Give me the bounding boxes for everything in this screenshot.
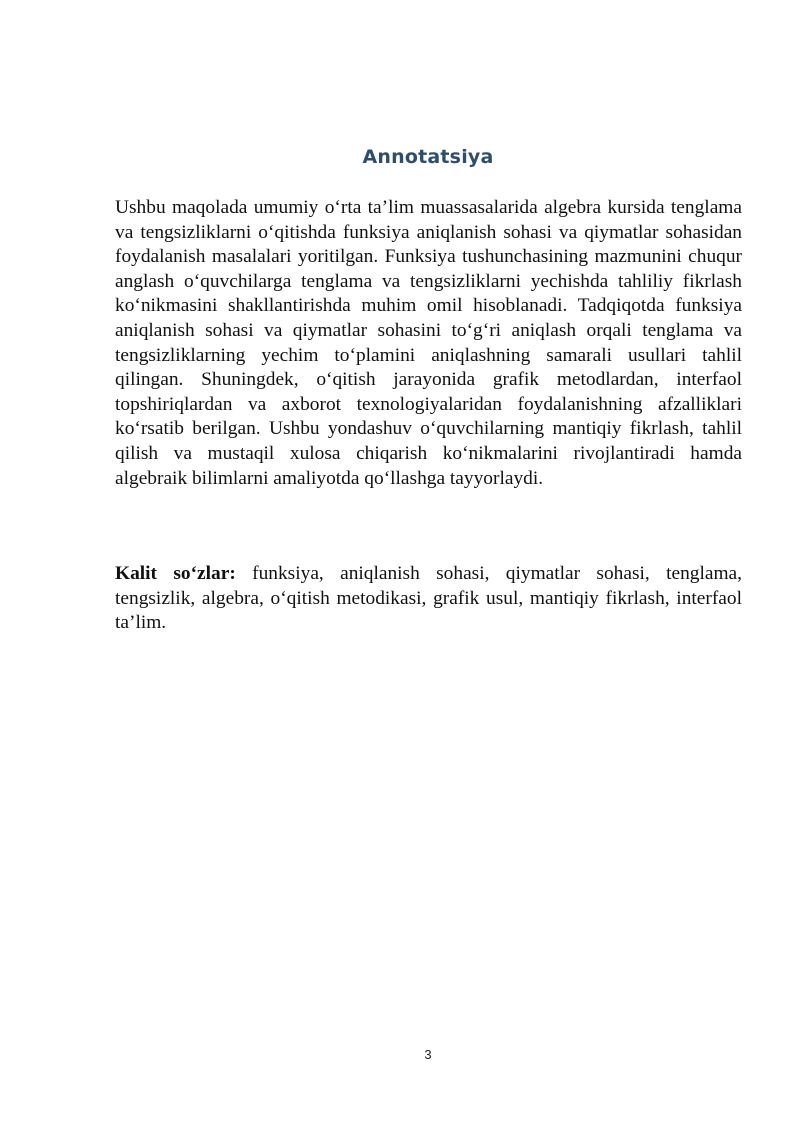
abstract-paragraph: Ushbu maqolada umumiy o‘rta ta’lim muassasalarida algebra kursida tenglama va tengsizliklarni o‘qitishda funksiya aniqlanish sohasi va qiymatlar sohasidan foydalanish masalalari yoritilgan. Funksiya tushunchasining mazmunini chuqur anglash o‘quvchilarga tenglama va tengsizliklarni yechishda tahliliy fikrlash ko‘nikmasini shakllantirishda muhim omil hisoblanadi. Tadqiqotda funksiya aniqlanish sohasi va qiymatlar sohasini to‘g‘ri aniqlash orqali tenglama va tengsizliklarning yechim to‘plamini aniqlashning samarali usullari tahlil qilingan. Shuningdek, o‘qitish jarayonida grafik metodlardan, interfaol topshiriqlardan va axborot texnologiyalaridan foydalanishning afzalliklari ko‘rsatib berilgan. Ushbu yondashuv o‘quvchilarning mantiqiy fikrlash, tahlil qilish va mustaqil xulosa chiqarish ko‘nikmalarini rivojlantiradi hamda algebraik bilimlarni amaliyotda qo‘llashga tayyorlaydi. — [115, 197, 742, 489]
page-number: 3 — [424, 1047, 432, 1062]
keywords-paragraph — [115, 562, 742, 636]
page-title: Annotatsiya — [362, 146, 494, 168]
keywords-text: funksiya, aniqlanish sohasi, qiymatlar sohasi, tenglama, tengsizlik, algebra, o‘qitish metodikasi, grafik usul, mantiqiy fikrlash, interfaol ta’lim. — [115, 563, 742, 634]
keywords-label: Kalit so‘zlar: — [115, 563, 236, 584]
